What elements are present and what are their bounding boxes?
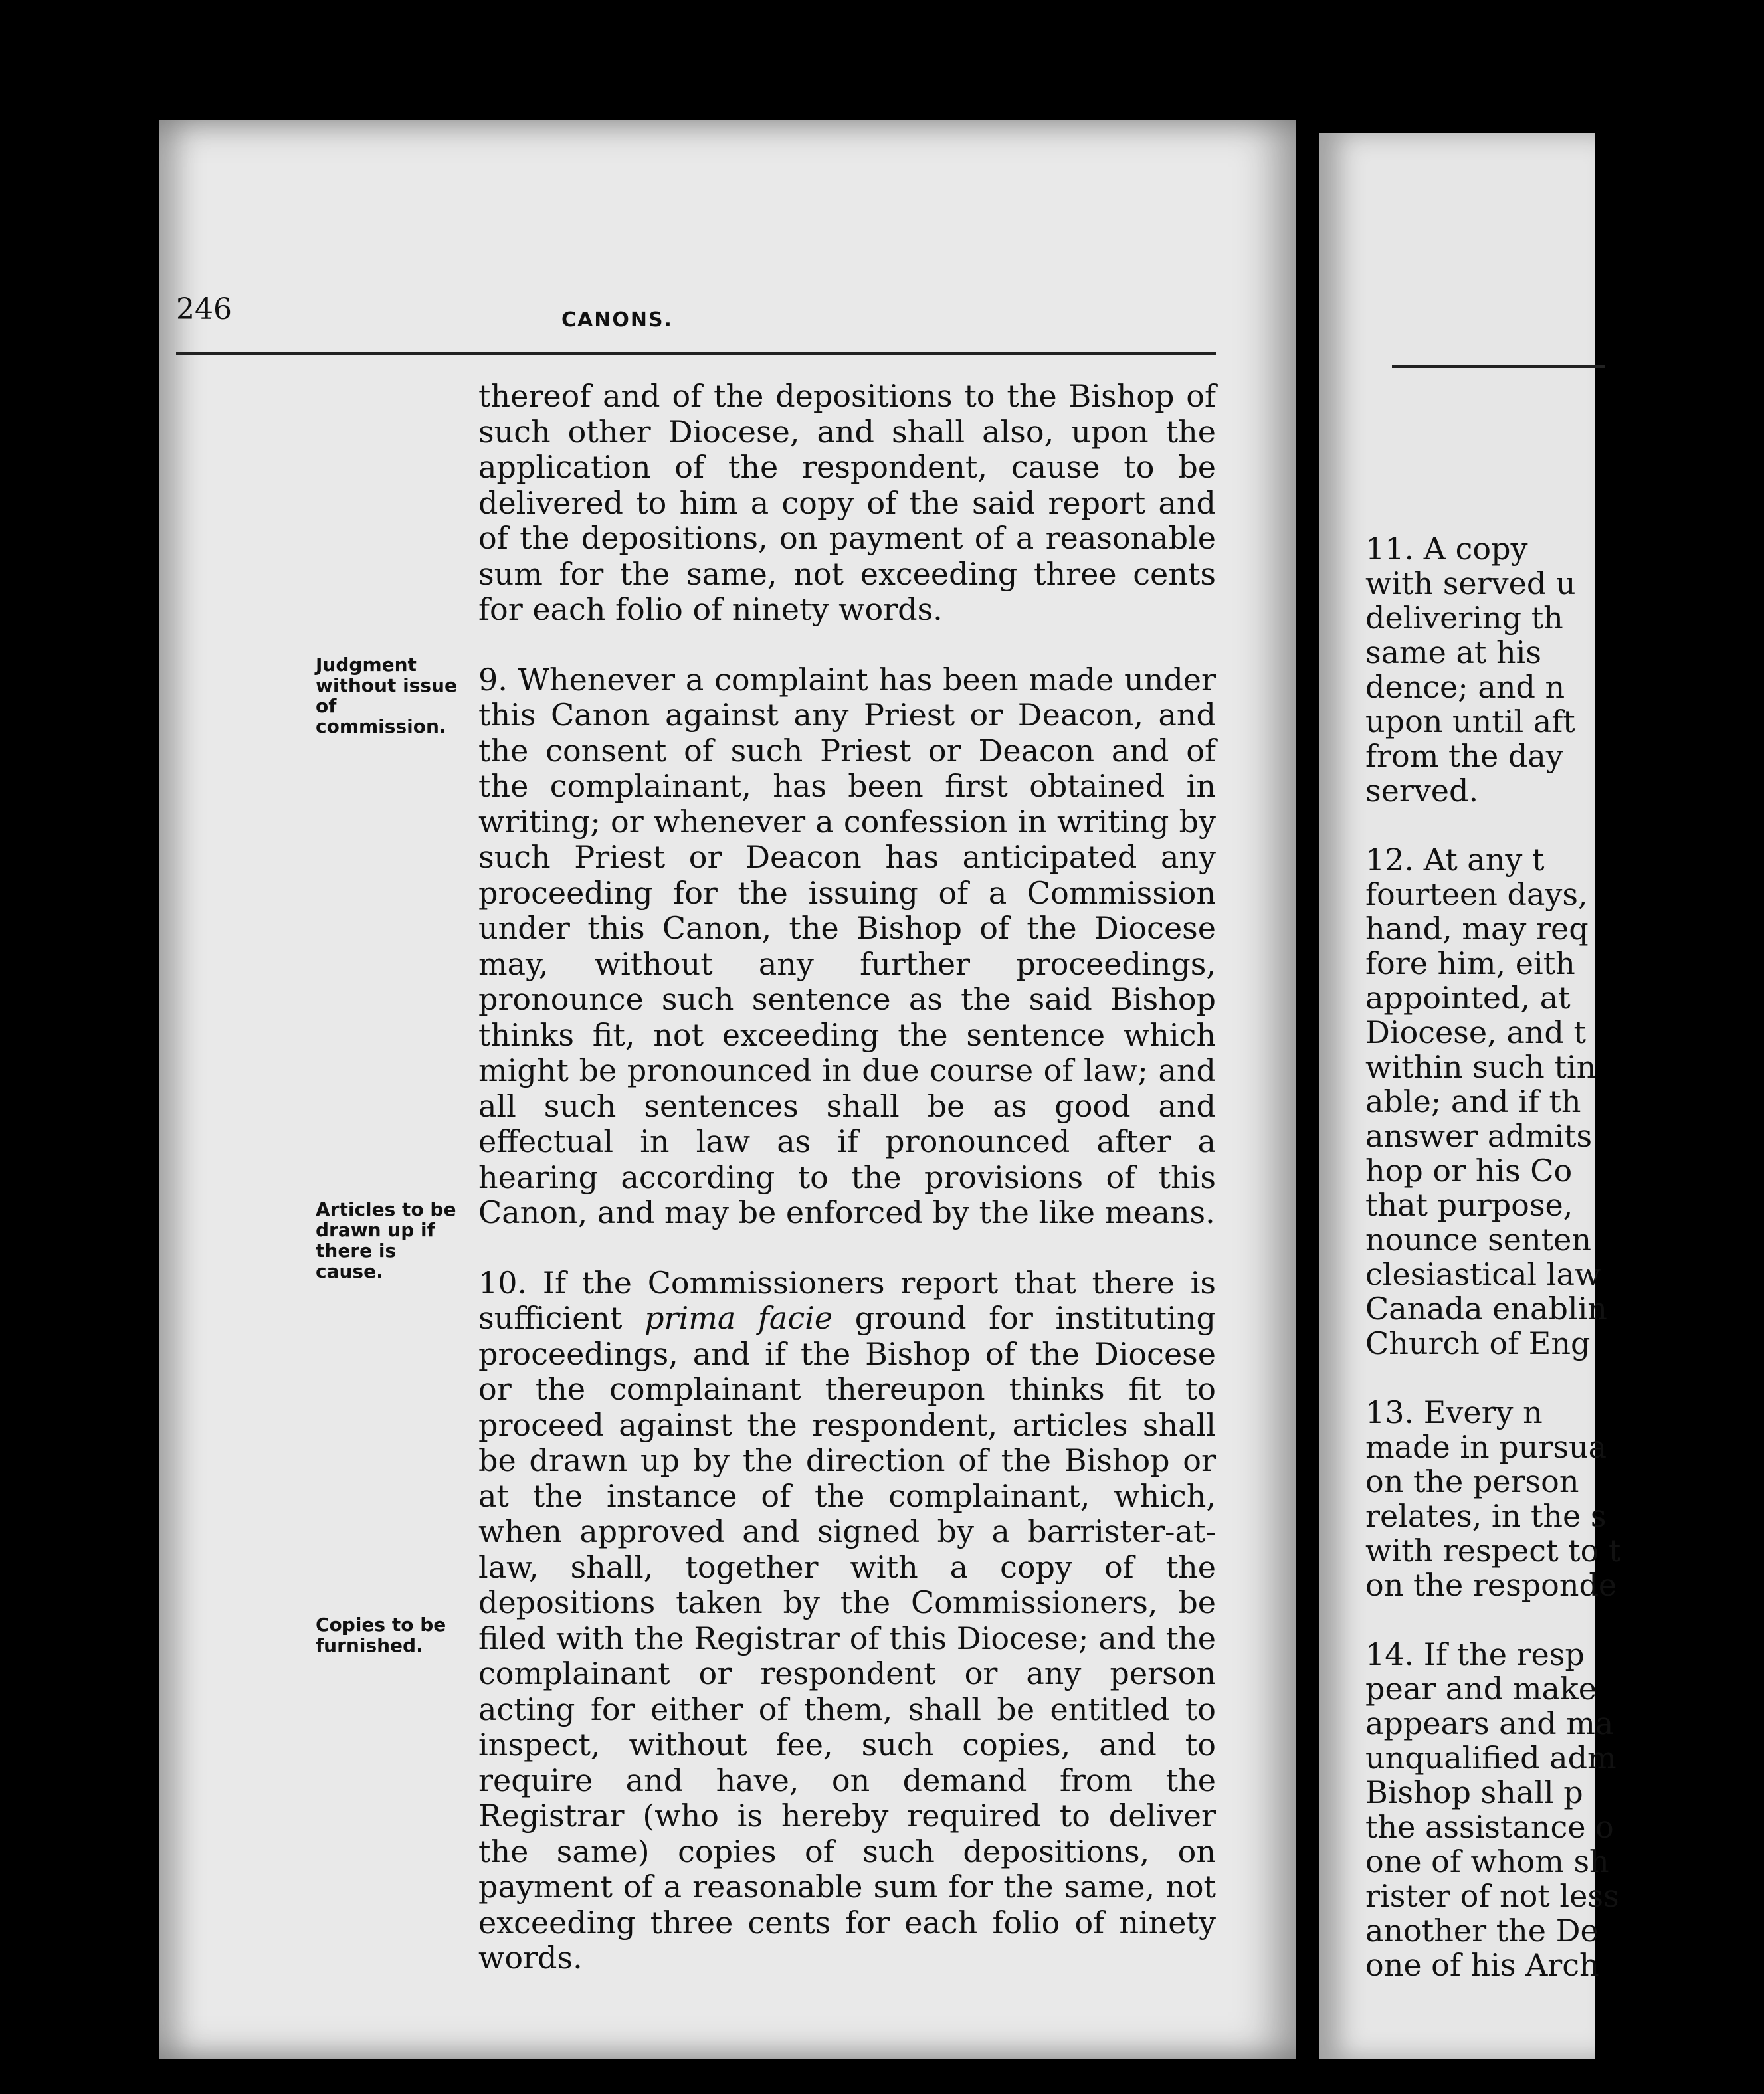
- right-page-line: delivering th: [1365, 600, 1563, 636]
- right-page-line: 13. Every n: [1365, 1394, 1543, 1430]
- right-page-line: served.: [1365, 773, 1479, 809]
- right-page-line: Church of Eng: [1365, 1325, 1591, 1361]
- right-page-line: pear and make: [1365, 1671, 1597, 1707]
- right-page-line: the assistance o: [1365, 1809, 1614, 1845]
- right-page-line: on the responde: [1365, 1567, 1617, 1603]
- right-page-line: from the day: [1365, 738, 1563, 774]
- right-page-line: Canada enablin: [1365, 1291, 1607, 1327]
- right-page-gap: [1365, 1361, 1764, 1395]
- right-page: [1319, 133, 1621, 2059]
- right-page-line: hop or his Co: [1365, 1153, 1573, 1189]
- right-page-line: able; and if th: [1365, 1084, 1581, 1119]
- right-page-line: appointed, at: [1365, 980, 1571, 1016]
- right-page-line: made in pursua: [1365, 1429, 1607, 1465]
- page-number: 246: [176, 292, 232, 326]
- running-head: CANONS.: [561, 308, 673, 332]
- right-page-line: nounce senten: [1365, 1222, 1591, 1258]
- right-page-line: that purpose,: [1365, 1187, 1573, 1223]
- paragraph-10-rest: ground for instituting proceedings, and if the Bishop of the Diocese or the complainant thereupon thinks fit to proceed against the respondent, articles shall be drawn up by the direction of the Bishop or at the instance of the complainant, which, when approved and signed by a barrister-at-law, shall, together with a copy of the depositions taken by the Commissioners, be filed with the Registrar of this Diocese; and the complainant or respondent or any person acting for either of them, shall be entitled to inspect, without fee, such copies, and to require and have, on demand from the Registrar (who is hereby required to deliver the same) copies of such depositions, on payment of a reasonable sum for the same, not exceeding three cents for each folio of ninety words.: [478, 1300, 1217, 1976]
- margin-note-judgment: Judgment without issue of commission.: [316, 654, 457, 737]
- right-page-line: one of whom sh: [1365, 1844, 1609, 1879]
- paragraph-10-italic: prima facie: [644, 1300, 833, 1336]
- right-page-line: with served u: [1365, 565, 1576, 601]
- body-text: [478, 379, 1216, 1976]
- right-page-line: 12. At any t: [1365, 842, 1545, 878]
- right-page-line: one of his Arch: [1365, 1947, 1599, 1983]
- right-page-gap: [1365, 808, 1764, 842]
- right-page-line: relates, in the s: [1365, 1498, 1607, 1534]
- right-page-line: same at his: [1365, 634, 1541, 670]
- right-page-line: dence; and n: [1365, 669, 1565, 705]
- margin-note-articles: Articles to be drawn up if there is cause.: [316, 1198, 456, 1282]
- right-page-line: rister of not less: [1365, 1878, 1619, 1914]
- right-page-line: upon until aft: [1365, 704, 1575, 739]
- right-page-line: clesiastical law: [1365, 1256, 1601, 1292]
- right-page-line: on the person: [1365, 1464, 1579, 1499]
- right-page-line: appears and ma: [1365, 1705, 1614, 1741]
- right-page-line: Bishop shall p: [1365, 1774, 1583, 1810]
- right-page-line: Diocese, and t: [1365, 1014, 1586, 1050]
- right-page-line: another the De: [1365, 1913, 1599, 1949]
- paragraph-10: [478, 1266, 1216, 1976]
- right-page-header-rule: [1392, 365, 1605, 368]
- right-page-line: hand, may req: [1365, 911, 1589, 947]
- right-page-line: fore him, eith: [1365, 945, 1575, 981]
- right-page-line: with respect to t: [1365, 1533, 1621, 1569]
- right-page-line: unqualified adm: [1365, 1740, 1617, 1776]
- paragraph-10-start: 10. If the Commissioners report that there is sufficient: [478, 1264, 1216, 1336]
- right-page-line: fourteen days,: [1365, 876, 1588, 912]
- paragraph-continuation: thereof and of the depositions to the Bishop of such other Diocese, and shall also, upon the application of the respondent, cause to be delivered to him a copy of the said report and of the depositions, on payment of a reasonable sum for the same, not exceeding three cents for each folio of ninety words.: [478, 378, 1216, 627]
- right-page-gap: [1365, 1602, 1764, 1637]
- right-page-line: 14. If the resp: [1365, 1636, 1585, 1672]
- page-header: [176, 292, 1216, 355]
- right-page-text: [1365, 531, 1764, 1982]
- margin-note-copies: Copies to be furnished.: [316, 1614, 446, 1656]
- paragraph-9: 9. Whenever a complaint has been made under this Canon against any Priest or Deacon, and the consent of such Priest or Deacon and of the complainant, has been first obtained in writing; or whenever a confession in writing by such Priest or Deacon has anticipated any proceeding for the issuing of a Commission under this Canon, the Bishop of the Diocese may, without any further proceedings, pronounce such sentence as the said Bishop thinks fit, not exceeding the sentence which might be pronounced in due course of law; and all such sentences shall be as good and effectual in law as if pronounced after a hearing according to the provisions of this Canon, and may be enforced by the like means.: [478, 661, 1216, 1230]
- right-page-line: within such tin: [1365, 1049, 1597, 1085]
- right-page-line: 11. A copy: [1365, 531, 1528, 567]
- right-page-line: answer admits: [1365, 1118, 1593, 1154]
